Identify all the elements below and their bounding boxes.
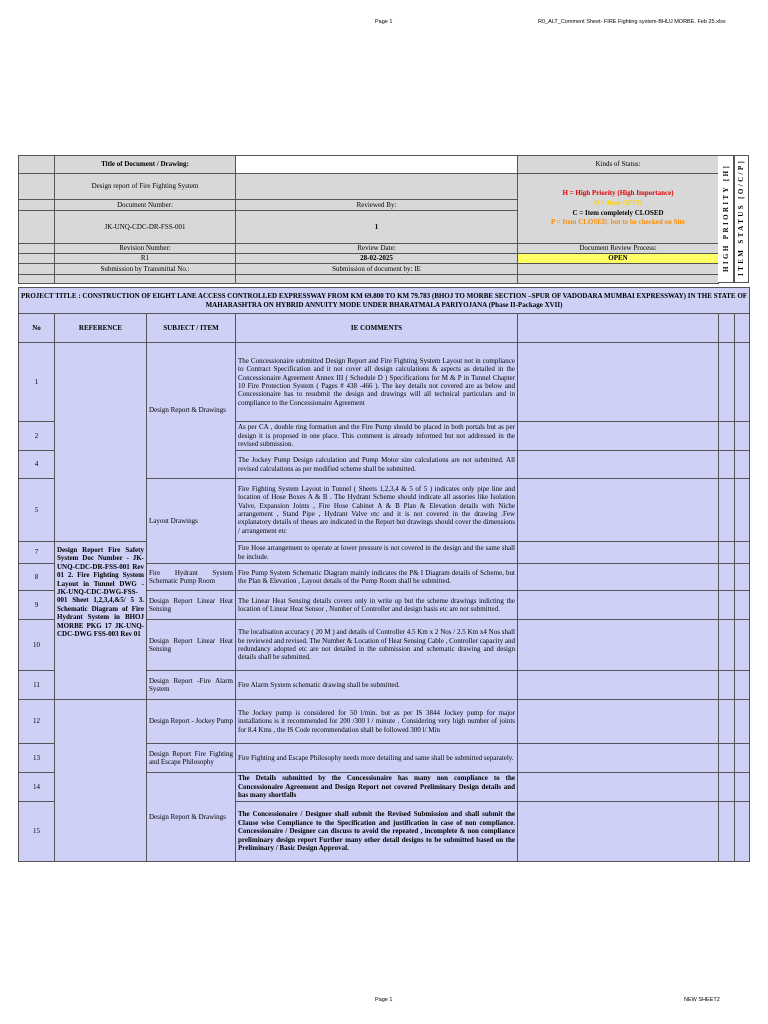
- document-info-table: [18, 155, 719, 284]
- review-date-value: 28-02-2025: [236, 254, 518, 264]
- doc-number-label: Document Number:: [55, 200, 236, 211]
- item-status-label: ITEM STATUS [O/C/P]: [737, 158, 745, 276]
- row-number: 1: [19, 343, 55, 422]
- high-priority-label: HIGH PRIORITY [H]: [722, 163, 730, 272]
- table-row: [19, 700, 750, 744]
- comment-cell: Fire Fighting and Escape Philosophy needs more detailing and same shall be submitted separately.: [236, 744, 518, 773]
- subject-cell: Design Report Fire Fighting and Escape Philosophy: [147, 744, 236, 773]
- submission-label: Submission of document by: IE: [236, 264, 518, 275]
- revision-label: Revision Number:: [55, 244, 236, 254]
- subject-cell: Design Report Linear Heat Sensing: [147, 591, 236, 620]
- reviewed-by-value: 1: [236, 211, 518, 244]
- col-header-subject: SUBJECT / ITEM: [147, 314, 236, 343]
- review-date-label: Review Date:: [236, 244, 518, 254]
- comment-cell: Fire Alarm System schematic drawing shall be submitted.: [236, 671, 518, 700]
- transmittal-label: Submission by Transmittal No.:: [55, 264, 236, 275]
- process-value: OPEN: [518, 254, 719, 264]
- subject-cell: Layout Drawings: [147, 479, 236, 564]
- process-label: Document Review Process:: [518, 244, 719, 254]
- page-header-left: Page 1: [375, 19, 393, 25]
- kinds-of-status-label: Kinds of Status:: [518, 156, 719, 174]
- row-number: 14: [19, 773, 55, 802]
- table-row: [19, 542, 750, 564]
- comment-cell: Fire Pump System Schematic Diagram mainly indicates the P& I Diagram details of Scheme, but the Plan & Elevation , Layout details of the Pump Room shall be submitted.: [236, 564, 518, 591]
- row-number: 13: [19, 744, 55, 773]
- reviewed-by-label: Reviewed By:: [236, 200, 518, 211]
- reference-cell: Design Report Fire Safety System Doc Number - JK-UNQ-CDC-DR-FSS-001 Rev 01 2. Fire Fighting System Layout in Tunnel DWG - JK-UNQ-CDC-DWG-FSS-001 Sheet 1,2,3,4,&5/ 5 3. Schematic Diagram of Fire Hydrant System in BHOJ MORBE PKG 17 JK-UNQ-CDC-DWG FSS-003 Rev 01: [55, 542, 147, 700]
- comment-cell: Fire Fighting System Layout in Tunnel ( Sheets 1,2,3,4 & 5 of 5 ) indicates only pipe line and location of Hose Boxes A & B . The Hydrant Scheme should indicate all assories like Isolation Valve, Expansion Joints , Fire Hose Cabinet A & B Plan & Elevation details with Niche arrangement , Stand Pipe , Hydrant Valve etc and it is not covered in the drawing .Few explanatory details of theses are indicated in the Report but drawings should cover the dimensions / arrangement etc: [236, 479, 518, 542]
- subject-cell: Design Report & Drawings: [147, 343, 236, 479]
- status-h: H = High Priority (High Importance): [562, 189, 674, 198]
- row-number: 5: [19, 479, 55, 542]
- page-footer-left: Page 1: [375, 997, 393, 1003]
- subject-cell: Design Report -Fire Alarm System: [147, 671, 236, 700]
- doc-number-value: JK-UNQ-CDC-DR-FSS-001: [55, 211, 236, 244]
- col-header-comments: IE COMMENTS: [236, 314, 518, 343]
- comment-cell: The Details submitted by the Concessionaire has many non compliance to the Concessionaire Agreement and Design Report not covered Preliminary Design details and has many shortfalls: [236, 773, 518, 802]
- row-number: 9: [19, 591, 55, 620]
- row-number: 15: [19, 802, 55, 862]
- project-title: PROJECT TITLE : CONSTRUCTION OF EIGHT LANE ACCESS CONTROLLED EXPRESSWAY FROM KM 69.800 TO KM 79.783 (BHOJ TO MORBE SECTION –SPUR OF VADODARA MUMBAI EXPRESSWAY) IN THE STATE OF MAHARASHTRA ON HYBRID ANNUITY MODE UNDER BHARATMALA PARIYOJANA (Phase II-Package XVII): [19, 288, 750, 314]
- revision-value: R1: [55, 254, 236, 264]
- row-number: 10: [19, 620, 55, 671]
- comments-table: [18, 287, 750, 862]
- page-header-right: R0_ALT_Comment Sheet- FIRE Fighting system-BHUJ MORBE. Feb 25.xlsx: [538, 19, 726, 25]
- comment-cell: Fire Hose arrangement to operate at lower pressure is not covered in the design and the same shall be include.: [236, 542, 518, 564]
- subject-cell: Design Report - Jockey Pump: [147, 700, 236, 744]
- subject-cell: Design Report & Drawings: [147, 773, 236, 862]
- status-p: P = Item CLOSED, but to be checked on Site: [551, 218, 685, 227]
- comment-cell: As per CA , double ring formation and the Fire Pump should be placed in both portals but as per design it is proposed in one place. This comment is already informed but not addressed in the revised submission.: [236, 422, 518, 451]
- status-c: C = Item completely CLOSED: [572, 208, 664, 217]
- subject-cell: Design Report Linear Heat Sensing: [147, 620, 236, 671]
- subject-cell: Fire Hydrant System Schematic Pump Room: [147, 564, 236, 591]
- title-label: Title of Document / Drawing:: [55, 156, 236, 174]
- title-value: Design report of Fire Fighting System: [55, 174, 236, 200]
- comment-cell: The Linear Heat Sensing details covers only in write up but the scheme drawings indicting the location of Linear Heat Sensor , Number of Controller and design basis etc are not submitted.: [236, 591, 518, 620]
- comment-cell: The localisation accuracy ( 20 M ) and details of Controller 4.5 Km x 2 Nos / 2.5 Km x4 Nos shall be reviewed and revised. The Number & Location of Heat Sensing Cable , Controller capacity and redundancy adopted etc are not detailed in the submission and schematic drawing and design details shall be submitted.: [236, 620, 518, 671]
- page-footer-right: NEW SHEET2: [684, 997, 720, 1003]
- comment-cell: The Jockey pump is considered for 50 l/min. but as per IS 3844 Jockey pump for major installations is it recommended for 200 /300 l / minute . Considering very high number of joints for 8.4 Kms , the IS Code recommendation shall be followed 300 l/ Min: [236, 700, 518, 744]
- comment-cell: The Concessionaire submitted Design Report and Fire Fighting System Layout not in compliance to Contract Specification and it not cover all design calculations & aspects as detailed in the Concessionaire Agreement Annex III ( Schedule D ) Specifications for M & P in Tunnel Chapter 10 Fire Protection System ( Pages # 438 -466 ). The key details not covered are as below and Concessionaire has to resubmit the design and drawings will all technical particulars and in compliance to the Concessionaire Agreement: [236, 343, 518, 422]
- row-number: 12: [19, 700, 55, 744]
- col-header-no: No: [19, 314, 55, 343]
- table-row: [19, 343, 750, 422]
- row-number: 4: [19, 451, 55, 479]
- status-legend: [518, 174, 719, 244]
- row-number: 8: [19, 564, 55, 591]
- row-number: 7: [19, 542, 55, 564]
- status-o: O = Item OPEN: [593, 198, 643, 207]
- comment-cell: The Jockey Pump Design calculation and Pump Motor size calculations are not submitted. All revised calculations as per modified scheme shall be submitted.: [236, 451, 518, 479]
- col-header-reference: REFERENCE: [55, 314, 147, 343]
- row-number: 11: [19, 671, 55, 700]
- comment-cell: The Concessionaire / Designer shall submit the Revised Submission and shall submit the Clause wise Compliance to the Specification and justification in case of non compliance. Concessionaire / Designer can discuss to avoid the repeated , incomplete & non compliance preliminary design report Further many other detail designs to be submitted based on the Preliminary / Basic Design Approval.: [236, 802, 518, 862]
- row-number: 2: [19, 422, 55, 451]
